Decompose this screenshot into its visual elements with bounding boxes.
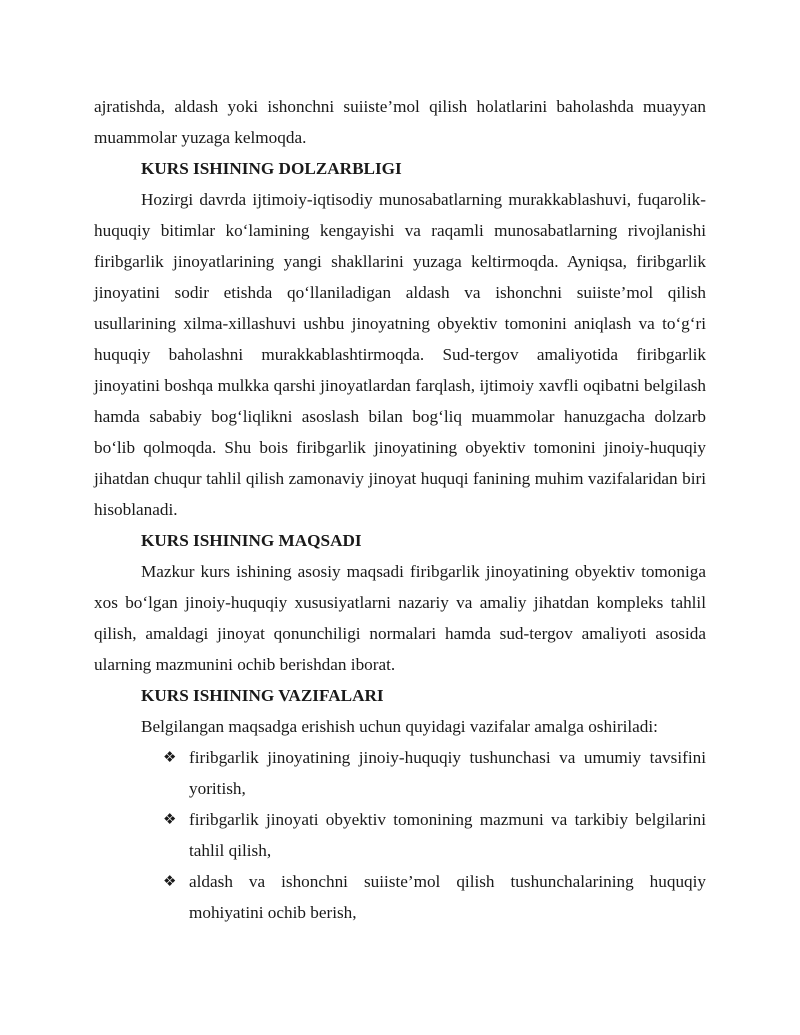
goal-heading: KURS ISHINING MAQSADI [141,531,362,550]
list-item [163,866,706,928]
diamond-bullet-icon: ❖ [163,872,177,890]
list-item [163,804,706,866]
diamond-bullet-icon: ❖ [163,810,177,828]
tasks-list [94,742,706,928]
list-item [163,742,706,804]
tasks-lead-paragraph: Belgilangan maqsadga erishish uchun quyidagi vazifalar amalga oshiriladi: [141,717,658,736]
relevance-paragraph: Hozirgi davrda ijtimoiy-iqtisodiy munosabatlarning murakkablashuvi, fuqarolik-huquqiy bitimlar ko‘lamining kengayishi va raqamli munosabatlarning rivojlanishi firibgarlik jinoyatlarining yangi shakllarini yuzaga keltirmoqda. Ayniqsa, firibgarlik jinoyatini sodir etishda qo‘llaniladigan aldash va ishonchni suiiste’mol qilish usullarining xilma-xillashuvi ushbu jinoyatning obyektiv tomonini aniqlash va to‘g‘ri huquqiy baholashni murakkablashtirmoqda. Sud-tergov amaliyotida firibgarlik jinoyatini boshqa mulkka qarshi jinoyatlardan farqlash, ijtimoiy xavfli oqibatni belgilash hamda sababiy bog‘liqlikni asoslash bilan bog‘liq muammolar hanuzgacha dolzarb bo‘lib qolmoqda. Shu bois firibgarlik jinoyatining obyektiv tomonini jinoiy-huquqiy jihatdan chuqur tahlil qilish zamonaviy jinoyat huquqi fanining muhim vazifalaridan biri hisoblanadi. [94,190,706,519]
goal-paragraph: Mazkur kurs ishining asosiy maqsadi firibgarlik jinoyatining obyektiv tomoniga xos bo‘lgan jinoiy-huquqiy xususiyatlarni nazariy va amaliy jihatdan kompleks tahlil qilish, amaldagi jinoyat qonunchiligi normalari hamda sud-tergov amaliyoti asosida ularning mazmunini ochib berishdan iborat. [94,562,706,674]
list-item-text: firibgarlik jinoyatining jinoiy-huquqiy tushunchasi va umumiy tavsifini yoritish, [189,748,706,798]
list-item-text: firibgarlik jinoyati obyektiv tomonining mazmuni va tarkibiy belgilarini tahlil qilish, [189,810,706,860]
list-item-text: aldash va ishonchni suiiste’mol qilish tushunchalarining huquqiy mohiyatini ochib berish, [189,872,706,922]
relevance-heading: KURS ISHINING DOLZARBLIGI [141,159,402,178]
diamond-bullet-icon: ❖ [163,748,177,766]
intro-continuation-paragraph: ajratishda, aldash yoki ishonchni suiiste’mol qilish holatlarini baholashda muayyan muammolar yuzaga kelmoqda. [94,97,706,147]
tasks-heading: KURS ISHINING VAZIFALARI [141,686,384,705]
